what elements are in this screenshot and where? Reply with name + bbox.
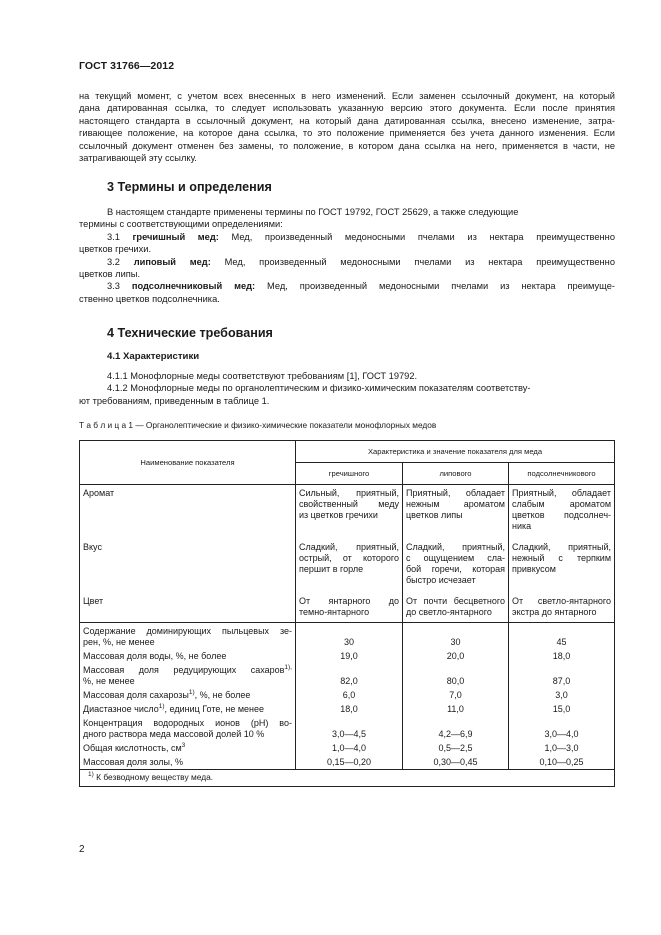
value-line: першит в горле [299, 564, 364, 574]
name-text: , %, не более [194, 690, 251, 700]
row-value: 20,0 [403, 649, 509, 663]
value-line: экстра до янтарного [512, 607, 597, 617]
row-value [403, 536, 509, 590]
value-line: нежный с терпким [512, 553, 612, 563]
row-value: 18,0 [509, 649, 615, 663]
row-name [80, 663, 296, 688]
col-header-sunflower: подсолнечникового [509, 463, 615, 485]
name-line [83, 651, 292, 662]
name-text: Диастазное число [83, 704, 159, 714]
term-number: 3.1 [107, 231, 133, 242]
value-line: слабым ароматом [512, 499, 612, 509]
value-line: до светло-янтарного [406, 607, 492, 617]
row-value: 7,0 [403, 688, 509, 702]
value-line: быстро исчезает [406, 575, 476, 585]
name-line [83, 718, 292, 729]
name-line [83, 676, 292, 687]
name-text: Массовая доля золы, % [83, 757, 184, 767]
name-line [83, 626, 292, 637]
section-4-1-heading: 4.1 Характеристики [107, 351, 200, 362]
col-header-buckwheat: гречишного [296, 463, 403, 485]
row-name [80, 716, 296, 741]
name-line [83, 704, 292, 715]
table-row [80, 663, 615, 688]
row-value: 0,15—0,20 [296, 755, 403, 770]
intro-line: настоящего стандарта в ссылочный документ, на который дана датированная ссылка, внесено изменение, затра- [79, 115, 615, 126]
table-row [80, 755, 615, 770]
section-3-heading: 3 Термины и определения [107, 180, 272, 194]
properties-table [79, 440, 615, 787]
value-line: Приятный, обладает [512, 488, 612, 498]
name-text: %, не менее [83, 676, 135, 686]
value-line: Сильный, приятный, [299, 488, 399, 498]
row-value: 3,0—4,5 [296, 716, 403, 741]
row-value: 45 [509, 623, 615, 650]
term-3-line-2: ственно цветков подсолнечника. [79, 293, 220, 304]
value-line: из цветков гречихи [299, 510, 378, 520]
table-row [80, 485, 615, 537]
row-name [80, 741, 296, 755]
table-row [80, 623, 615, 650]
row-value [296, 536, 403, 590]
row-value: 82,0 [296, 663, 403, 688]
term-definition: Мед, произведенный медоносными пчелами из нектара преимущественно [210, 256, 615, 267]
section-3-body [79, 206, 615, 305]
col-header-linden: липового [403, 463, 509, 485]
table-row [80, 741, 615, 755]
row-value [296, 590, 403, 623]
section-4-body [79, 370, 615, 407]
row-value: 3,0—4,0 [509, 716, 615, 741]
table-row [80, 590, 615, 623]
row-value: 18,0 [296, 702, 403, 716]
row-value: 1,0—4,0 [296, 741, 403, 755]
para-4-1-2-line-1: 4.1.2 Монофлорные меды по органолептическим и физико-химическим показателям соответству- [107, 383, 531, 394]
intro-line: на текущий момент, с учетом всех внесенных в него изменений. Если заменен ссылочный документ, на который [79, 91, 615, 101]
row-value: 0,10—0,25 [509, 755, 615, 770]
row-value: 0,30—0,45 [403, 755, 509, 770]
term-2-line-2: цветков липы. [79, 269, 141, 280]
term-3-line-1 [79, 280, 615, 292]
row-value: 30 [296, 623, 403, 650]
name-line [83, 665, 292, 676]
name-text: Массовая доля воды, %, не более [83, 651, 227, 661]
table-row [80, 716, 615, 741]
name-text: Содержание доминирующих пыльцевых зе- [83, 626, 292, 636]
row-value: 4,2—6,9 [403, 716, 509, 741]
value-line: нежным ароматом [406, 499, 505, 509]
term-number: 3.2 [107, 256, 134, 267]
terms-list [79, 231, 615, 305]
row-value: 1,0—3,0 [509, 741, 615, 755]
table-caption: Т а б л и ц а 1 — Органолептические и физико-химические показатели монофлорных медов [79, 420, 437, 430]
intro-line: ссылочный документ отменен без замены, то положение, в котором дана ссылка на него, применяется в части, не [79, 140, 615, 151]
page-number: 2 [79, 844, 85, 855]
table-1 [79, 440, 614, 787]
term-name: подсолнечниковый мед: [131, 281, 256, 292]
row-value: 30 [403, 623, 509, 650]
value-line: Приятный, обладает [406, 488, 505, 498]
table-row [80, 702, 615, 716]
value-line: острый, от которого [299, 553, 399, 563]
name-line [83, 757, 292, 768]
name-text: Концентрация водородных ионов (pH) во- [83, 718, 292, 728]
row-value [403, 590, 509, 623]
intro-line: дана датированная ссылка, то следует использовать указанную версию этого документа. Если после принятия [79, 103, 615, 114]
value-line: От светло-янтарного [512, 596, 612, 606]
row-value: 11,0 [403, 702, 509, 716]
row-value [509, 536, 615, 590]
term-number: 3.3 [107, 281, 132, 292]
value-line: темно-янтарного [299, 607, 370, 617]
row-value: 80,0 [403, 663, 509, 688]
row-value: 87,0 [509, 663, 615, 688]
row-value [509, 590, 615, 623]
row-name: Цвет [80, 590, 296, 623]
table-footnote [80, 770, 615, 787]
row-value: 6,0 [296, 688, 403, 702]
name-text: Общая кислотность, см [83, 743, 182, 753]
row-value: 0,5—2,5 [403, 741, 509, 755]
term-name: липовый мед: [133, 256, 211, 267]
footnote-ref: 1) [158, 703, 165, 710]
value-line: Сладкий, приятный, [406, 542, 505, 552]
row-value: 15,0 [509, 702, 615, 716]
group-header: Характеристика и значение показателя для меда [296, 441, 615, 463]
row-value [509, 485, 615, 537]
intro-line: гивающее положение, на которое дана ссылка, то это положение применяется без учета данного изменения. Если [79, 128, 615, 139]
row-name: Вкус [80, 536, 296, 590]
name-line [83, 743, 292, 754]
col-name-header: Наименование показателя [80, 441, 296, 485]
para-4-1-2-line-2: ют требованиям, приведенным в таблице 1. [79, 395, 270, 406]
document-header: ГОСТ 31766—2012 [79, 60, 175, 72]
name-line [83, 729, 292, 740]
value-line: ника [512, 521, 532, 531]
name-line [83, 690, 292, 701]
row-name: Аромат [80, 485, 296, 537]
name-text: Массовая доля сахарозы [83, 690, 189, 700]
row-name [80, 688, 296, 702]
row-value [403, 485, 509, 537]
footnote-ref: 1) [188, 689, 195, 696]
table-row [80, 688, 615, 702]
row-name [80, 755, 296, 770]
footnote-text: К безводному веществу меда. [93, 772, 214, 782]
value-line: Сладкий, приятный, [299, 542, 399, 552]
row-value [296, 485, 403, 537]
name-text: рен, %, не менее [83, 637, 155, 647]
section-4-heading: 4 Технические требования [107, 326, 273, 340]
name-text: , единиц Готе, не менее [164, 704, 265, 714]
term-definition: Мед, произведенный медоносными пчелами из нектара преимущественно [218, 231, 615, 242]
footnote-ref: 1), [284, 664, 292, 671]
row-name [80, 702, 296, 716]
table-footnote-row [80, 770, 615, 787]
footnote-ref: 3 [181, 742, 186, 749]
value-line: От янтарного до [299, 596, 399, 606]
section-3-intro-line-1: В настоящем стандарте применены термины по ГОСТ 19792, ГОСТ 25629, а также следующие [107, 207, 519, 217]
value-line: Сладкий, приятный, [512, 542, 612, 552]
row-value: 3,0 [509, 688, 615, 702]
para-4-1-1: 4.1.1 Монофлорные меды соответствуют требованиям [1], ГОСТ 19792. [107, 371, 418, 381]
name-text: Массовая доля редуцирующих сахаров [83, 665, 285, 675]
value-line: привкусом [512, 564, 556, 574]
section-3-intro-line-2: термины с соответствующими определениями: [79, 219, 283, 230]
value-line: От почти бесцветного [406, 596, 505, 606]
footnote-mark: 1) [88, 771, 94, 779]
term-1-line-2: цветков гречихи. [79, 244, 152, 255]
row-value: 19,0 [296, 649, 403, 663]
value-line: цветков липы [406, 510, 463, 520]
name-line [83, 637, 292, 648]
value-line: свойственный меду [299, 499, 399, 509]
table-row [80, 649, 615, 663]
name-text: дного раствора меда массовой долей 10 % [83, 729, 265, 739]
intro-line: затрагивающей эту ссылку. [79, 153, 197, 164]
value-line: бой горечи, которая [406, 564, 505, 574]
term-1-line-1 [79, 231, 615, 243]
row-name [80, 623, 296, 650]
table-row [80, 536, 615, 590]
value-line: с ощущением сла- [406, 553, 505, 563]
value-line: цветков подсолнеч- [512, 510, 612, 520]
term-2-line-1 [79, 256, 615, 268]
term-name: гречишный мед: [132, 231, 219, 242]
row-name [80, 649, 296, 663]
term-definition: Мед, произведенный медоносными пчелами из нектара преимуще- [255, 281, 615, 292]
intro-paragraph [79, 90, 615, 164]
